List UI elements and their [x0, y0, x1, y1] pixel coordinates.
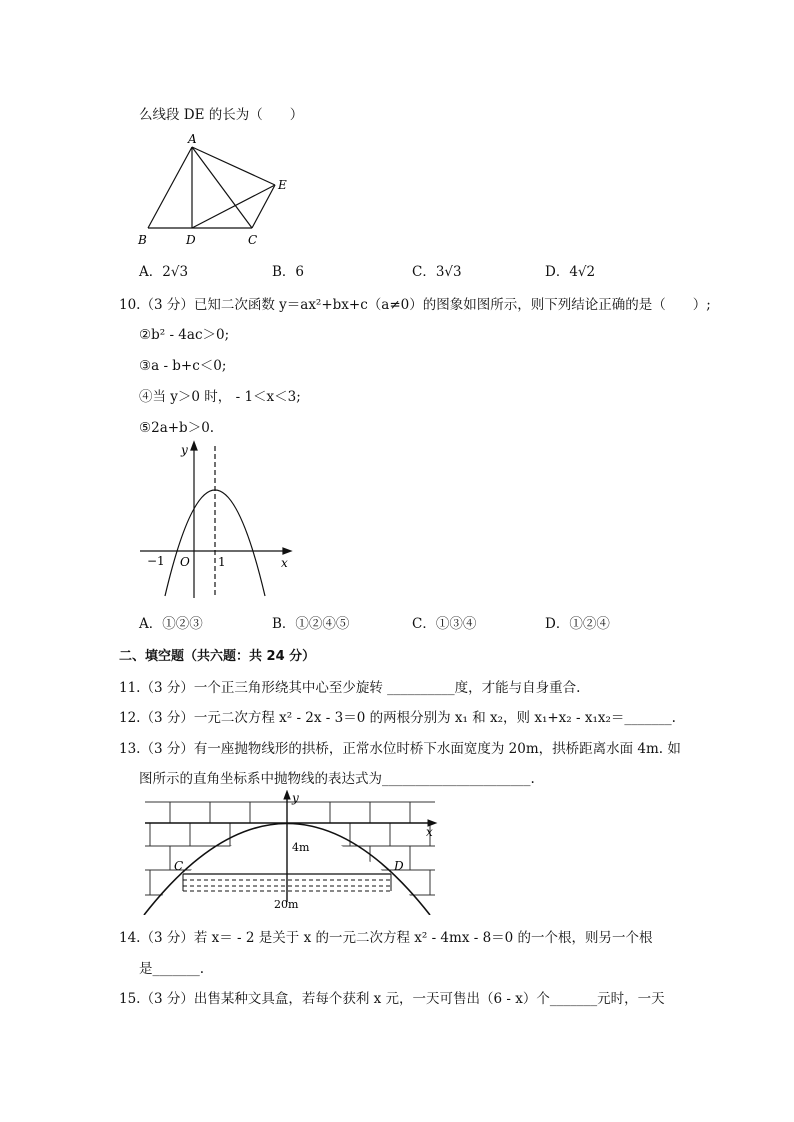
bridge-width-label: 20m [274, 898, 299, 911]
q10-item-5: ⑤2a+b＞0. [139, 420, 215, 436]
graph-y-label: y [181, 443, 188, 457]
q13-bridge-figure [140, 790, 440, 915]
graph-neg1-label: −1 [147, 554, 165, 568]
bridge-d-label: D [394, 859, 404, 873]
q10-option-a: A．①②③ [139, 616, 203, 632]
bridge-x-label: x [426, 825, 433, 839]
label-d: D [186, 233, 196, 247]
label-c: C [248, 233, 258, 247]
graph-origin-label: O [180, 555, 190, 569]
q10-item-3: ③a - b+c＜0; [139, 358, 227, 374]
q9-option-c: C．3√3 [412, 264, 462, 280]
bridge-height-label: 4m [292, 841, 310, 854]
q14-line2: 是_______. [139, 961, 205, 977]
q14-line1: 14.（3 分）若 x＝ - 2 是关于 x 的一元二次方程 x² - 4mx - 8＝0 的一个根，则另一个根 [119, 930, 653, 946]
q9-text-tail: 么线段 DE 的长为（ ） [139, 107, 304, 123]
label-a: A [188, 132, 197, 146]
label-b: B [138, 233, 147, 247]
q9-option-a: A．2√3 [139, 264, 189, 280]
q10-parabola-graph [135, 438, 300, 603]
q9-geometry-figure [130, 128, 300, 253]
q10-item-4: ④当 y＞0 时， - 1＜x＜3; [139, 389, 301, 405]
q10-item-2: ②b² - 4ac＞0; [139, 327, 230, 343]
q10-option-b: B．①②④⑤ [272, 616, 350, 632]
bridge-c-label: C [174, 859, 184, 873]
graph-one-label: 1 [218, 555, 226, 569]
q9-option-d: D．4√2 [545, 264, 596, 280]
q12-text: 12.（3 分）一元二次方程 x² - 2x - 3＝0 的两根分别为 x₁ 和 x₂，则 x₁+x₂ - x₁x₂＝_______. [119, 710, 676, 726]
q10-stem: 10.（3 分）已知二次函数 y＝ax²+bx+c（a≠0）的图象如图所示，则下列结论正确的是（ ）; [119, 297, 711, 313]
graph-x-label: x [281, 556, 288, 570]
q9-option-b: B．6 [272, 264, 305, 280]
bridge-y-label: y [292, 791, 299, 805]
q10-option-d: D．①②④ [545, 616, 610, 632]
q10-option-c: C．①③④ [412, 616, 477, 632]
q11-text: 11.（3 分）一个正三角形绕其中心至少旋转 __________度，才能与自身重合. [119, 680, 581, 696]
label-e: E [278, 178, 287, 192]
section-heading-fill-in: 二、填空题（共六题：共 24 分） [119, 649, 316, 664]
q13-line1: 13.（3 分）有一座抛物线形的拱桥，正常水位时桥下水面宽度为 20m，拱桥距离水面 4m. 如 [119, 741, 681, 757]
q15-text: 15.（3 分）出售某种文具盒，若每个获利 x 元，一天可售出（6 - x）个_______元时，一天 [119, 991, 665, 1007]
q13-line2: 图所示的直角坐标系中抛物线的表达式为______________________. [139, 771, 535, 787]
